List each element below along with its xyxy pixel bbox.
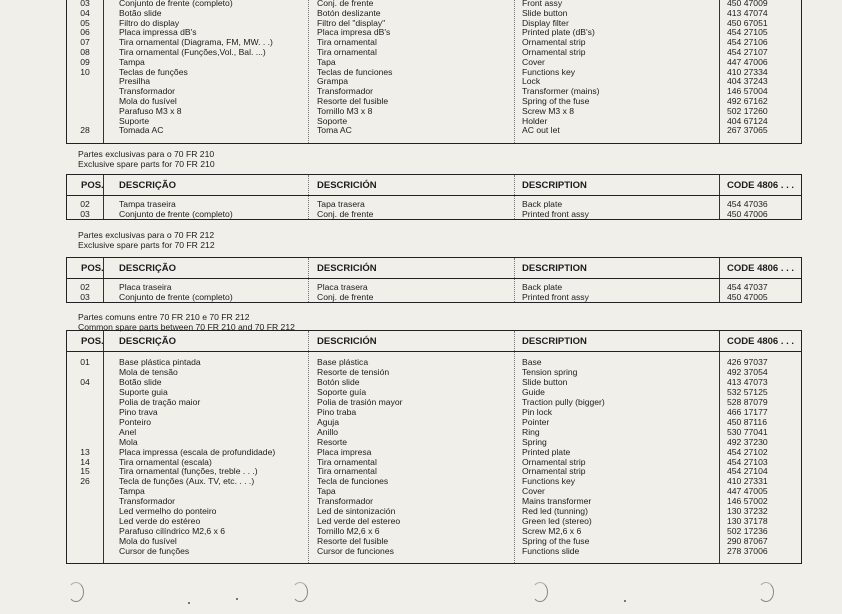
row-descricion: Tira ornamental [317,37,377,48]
row-description: Back plate [522,282,563,292]
row-description: Back plate [522,199,563,209]
row-description: Spring [522,436,547,447]
row-descricao: Parafuso cilíndrico M2,6 x 6 [119,526,226,537]
table-row [67,497,801,506]
row-code: 466 17177 [727,406,768,417]
row-pos: 03 [80,0,90,8]
row-descricao: Suporte guia [119,386,168,397]
row-description: Slide button [522,7,568,18]
row-code: 492 37230 [727,436,768,447]
row-descricion: Conj. de frente [317,291,374,302]
row-description: Functions key [522,66,576,77]
row-code: 447 47006 [727,56,768,67]
row-code: 450 47009 [727,0,768,8]
row-descricion: Placa impresa dB's [317,27,391,38]
table-row [67,87,801,96]
table-row [67,428,801,437]
row-description: Screw M3 x 8 [522,105,575,116]
header-descricion: DESCRICIÓN [317,263,377,274]
row-code: 404 67124 [727,115,768,126]
row-pos: 07 [80,37,90,48]
row-description: Printed plate (dB's) [522,27,595,38]
row-descricao: Mola do fusível [119,96,177,106]
row-description: Ornamental strip [522,47,586,57]
row-descricion: Transformador [317,86,374,97]
row-pos: 26 [80,476,90,487]
row-descricao: Filtro do display [119,17,180,28]
row-description: Base [522,357,542,367]
row-descricion: Led de sintonización [317,506,396,517]
row-description: Traction pully (bigger) [522,396,605,407]
row-code: 450 87116 [727,416,767,427]
row-description: Cover [522,486,545,497]
paper-speck [188,602,190,604]
row-description: Transformer (mains) [522,86,600,97]
row-code: 413 47074 [727,7,768,18]
row-pos: 04 [80,376,90,387]
row-descricao: Tampa [119,56,145,67]
row-code: 454 27103 [727,456,768,467]
row-descricion: Conj. de frente [317,0,374,8]
row-description: Pointer [522,416,550,427]
row-code: 404 37243 [727,76,768,87]
header-code: CODE 4806 . . . [727,336,795,347]
table-row [67,448,801,457]
row-code: 410 27331 [727,476,768,487]
row-code: 447 47005 [727,486,768,497]
row-descricao: Placa traseira [119,282,172,292]
row-description: Mains transformer [522,496,592,507]
header-code: CODE 4806 . . . [727,263,795,274]
row-descricion: Resorte [317,436,348,447]
table-row [67,97,801,106]
row-descricion: Grampa [317,76,349,87]
table-row [67,458,801,467]
row-code: 450 47006 [727,208,768,219]
table-header [67,175,801,196]
row-description: Display filter [522,17,569,28]
row-descricao: Pino trava [119,406,158,417]
row-descricion: Tira ornamental [317,466,377,477]
row-description: Printed front assy [522,208,589,219]
row-description: Lock [522,76,541,87]
paper-speck [236,598,238,600]
row-descricao: Mola de tensão [119,366,178,377]
note-en: Common spare parts between 70 FR 210 and 70 FR 212 [78,321,295,332]
row-code: 426 97037 [727,357,768,367]
table-row [67,438,801,447]
row-code: 532 57125 [727,386,768,397]
table-row [67,38,801,47]
row-code: 454 27102 [727,446,768,457]
row-descricao: Placa impressa (escala de profundidade) [119,446,276,457]
row-pos: 13 [80,446,90,457]
row-descricao: Tira ornamental (Funções,Vol., Bal. ...) [119,47,266,57]
row-descricao: Led verde do estéreo [119,516,201,527]
row-descricion: Filtro del "display" [317,17,386,28]
row-descricion: Base plástica [317,357,369,367]
row-code: 528 87079 [727,396,768,407]
header-pos: POS. [81,263,104,274]
row-descricion: Botón deslizante [317,7,381,18]
row-descricion: Tecla de funciones [317,476,389,487]
table-row [67,418,801,427]
row-code: 413 47073 [727,376,768,387]
row-descricao: Presilha [119,76,151,87]
row-code: 502 17236 [727,526,768,537]
row-code: 454 27105 [727,27,768,38]
table-row [67,200,801,209]
row-code: 410 27334 [727,66,768,77]
row-pos: 03 [80,291,90,302]
row-descricion: Tornillo M2,6 x 6 [317,526,380,537]
row-descricion: Cursor de funciones [317,546,394,557]
row-description: Ornamental strip [522,37,586,48]
table-row [67,28,801,37]
table-row [67,358,801,367]
table-row [67,398,801,407]
row-code: 454 27107 [727,47,768,57]
table-row [67,107,801,116]
table-header [67,258,801,279]
row-code: 454 27106 [727,37,768,48]
row-code: 267 37065 [727,125,768,136]
row-pos: 06 [80,27,90,38]
table-row [67,537,801,546]
row-descricao: Base plástica pintada [119,357,201,367]
table-row [67,48,801,57]
table-row [67,388,801,397]
row-description: Green led (stereo) [522,516,592,527]
punch-hole [758,582,774,602]
row-descricion: Botón slide [317,376,360,387]
row-pos: 04 [80,7,90,18]
row-descricion: Resorte del fusible [317,96,389,106]
row-code: 492 37054 [727,366,768,377]
header-descricao: DESCRIÇÃO [119,336,177,347]
table-row [67,0,801,8]
row-descricion: Resorte del fusible [317,536,389,547]
row-descricao: Mola do fusível [119,536,177,547]
table-row [67,527,801,536]
row-descricion: Placa trasera [317,282,368,292]
row-descricao: Transformador [119,86,176,97]
row-descricao: Conjunto de frente (completo) [119,208,233,219]
punch-hole [532,582,548,602]
row-code: 130 37178 [727,516,768,527]
row-descricao: Tomada AC [119,125,164,136]
row-code: 454 27104 [727,466,768,477]
row-descricao: Tampa traseira [119,199,176,209]
row-code: 450 67051 [727,17,768,28]
table-row [67,283,801,292]
row-description: Pin lock [522,406,553,417]
row-descricion: Tapa trasera [317,199,365,209]
row-description: Tension spring [522,366,578,377]
row-descricion: Tapa [317,486,336,497]
row-description: Holder [522,115,548,126]
row-description: Printed front assy [522,291,589,302]
row-descricao: Tecla de funções (Aux. TV, etc. . . .) [119,476,255,487]
row-descricion: Soporte guía [317,386,367,397]
row-code: 454 47036 [727,199,768,209]
table-row [67,293,801,302]
row-description: Spring of the fuse [522,96,590,106]
header-descricao: DESCRIÇÃO [119,263,177,274]
header-description: DESCRIPTION [522,180,587,191]
row-descricao: Parafuso M3 x 8 [119,105,182,116]
row-descricion: Toma AC [317,125,352,136]
note-pt: Partes exclusivas para o 70 FR 210 [78,149,215,159]
header-description: DESCRIPTION [522,336,587,347]
section-common-table [66,330,802,564]
row-descricion: Transformador [317,496,374,507]
section-210-table [66,174,802,220]
header-pos: POS. [81,336,104,347]
row-code: 278 37006 [727,546,768,557]
row-descricao: Suporte [119,115,150,126]
row-description: Spring of the fuse [522,536,590,547]
row-pos: 03 [80,208,90,219]
row-code: 454 47037 [727,282,768,292]
row-code: 146 57004 [727,86,768,97]
punch-hole [68,582,84,602]
table-row [67,58,801,67]
table-header [67,331,801,352]
row-description: AC out let [522,125,560,136]
row-descricion: Soporte [317,115,348,126]
row-descricao: Placa impressa dB's [119,27,197,38]
note-pt: Partes comuns entre 70 FR 210 e 70 FR 212 [78,312,250,322]
row-descricao: Tampa [119,486,145,497]
row-pos: 01 [80,357,90,367]
row-code: 502 17260 [727,105,768,116]
row-descricao: Botão slide [119,7,162,18]
table-row [67,487,801,496]
row-code: 450 47005 [727,291,768,302]
row-descricao: Botão slide [119,376,162,387]
row-descricion: Pino traba [317,406,357,417]
row-description: Ornamental strip [522,456,586,467]
table-row [67,19,801,28]
row-descricion: Tira ornamental [317,456,377,467]
row-description: Ring [522,426,540,437]
row-descricao: Conjunto de frente (completo) [119,291,233,302]
row-descricion: Aguja [317,416,339,427]
row-descricion: Teclas de funciones [317,66,393,77]
note-en: Exclusive spare parts for 70 FR 212 [78,239,215,250]
row-description: Cover [522,56,545,67]
row-descricao: Mola [119,436,138,447]
section-212-table [66,257,802,303]
top-table-table [66,0,802,144]
row-description: Front assy [522,0,563,8]
row-descricao: Conjunto de frente (completo) [119,0,233,8]
table-row [67,467,801,476]
row-description: Printed plate [522,446,571,457]
table-row [67,210,801,219]
table-row [67,547,801,556]
paper-speck [624,600,626,602]
row-code: 530 77041 [727,426,768,437]
row-descricao: Anel [119,426,137,437]
table-row [67,378,801,387]
row-descricao: Polia de tração maior [119,396,201,407]
header-descricion: DESCRICIÓN [317,336,377,347]
table-row [67,408,801,417]
row-pos: 05 [80,17,90,28]
row-pos: 14 [80,456,90,467]
table-row [67,507,801,516]
row-description: Slide button [522,376,568,387]
row-description: Ornamental strip [522,466,586,477]
row-description: Guide [522,386,545,397]
row-description: Functions key [522,476,576,487]
header-description: DESCRIPTION [522,263,587,274]
table-row [67,68,801,77]
row-descricion: Tira ornamental [317,47,377,57]
row-pos: 09 [80,56,90,67]
header-code: CODE 4806 . . . [727,180,795,191]
row-descricion: Polia de trasión mayor [317,396,403,407]
header-descricao: DESCRIÇÃO [119,180,177,191]
note-pt: Partes exclusivas para o 70 FR 212 [78,230,215,240]
row-code: 492 67162 [727,96,768,106]
header-pos: POS. [81,180,104,191]
row-descricao: Tira ornamental (funções, treble . . .) [119,466,258,477]
table-row [67,117,801,126]
row-descricion: Resorte de tensión [317,366,390,377]
row-descricao: Cursor de funções [119,546,190,557]
row-descricion: Tapa [317,56,336,67]
row-pos: 15 [80,466,90,477]
row-descricion: Placa impresa [317,446,372,457]
row-pos: 02 [80,199,90,209]
row-pos: 28 [80,125,90,136]
row-descricao: Led vermelho do ponteiro [119,506,217,517]
row-descricion: Anillo [317,426,339,437]
row-description: Functions slide [522,546,580,557]
row-descricion: Led verde del estereo [317,516,401,527]
row-descricao: Teclas de funções [119,66,188,77]
row-code: 146 57002 [727,496,768,507]
table-row [67,126,801,135]
row-pos: 02 [80,282,90,292]
row-descricao: Ponteiro [119,416,152,427]
row-descricion: Tornillo M3 x 8 [317,105,373,116]
row-descricao: Tira ornamental (Diagrama, FM, MW. . .) [119,37,273,48]
row-code: 290 87067 [727,536,768,547]
row-descricao: Tira ornamental (escala) [119,456,212,467]
table-row [67,9,801,18]
note-en: Exclusive spare parts for 70 FR 210 [78,158,215,169]
header-descricion: DESCRICIÓN [317,180,377,191]
table-row [67,477,801,486]
row-description: Screw M2,6 x 6 [522,526,582,537]
row-pos: 10 [80,66,90,77]
section-212-note [78,231,215,250]
punch-hole [292,582,308,602]
table-row [67,77,801,86]
row-description: Red led (tunning) [522,506,588,517]
row-code: 130 37232 [727,506,768,517]
row-descricao: Transformador [119,496,176,507]
row-descricion: Conj. de frente [317,208,374,219]
table-row [67,517,801,526]
section-210-note [78,150,215,169]
table-row [67,368,801,377]
row-pos: 08 [80,47,90,57]
